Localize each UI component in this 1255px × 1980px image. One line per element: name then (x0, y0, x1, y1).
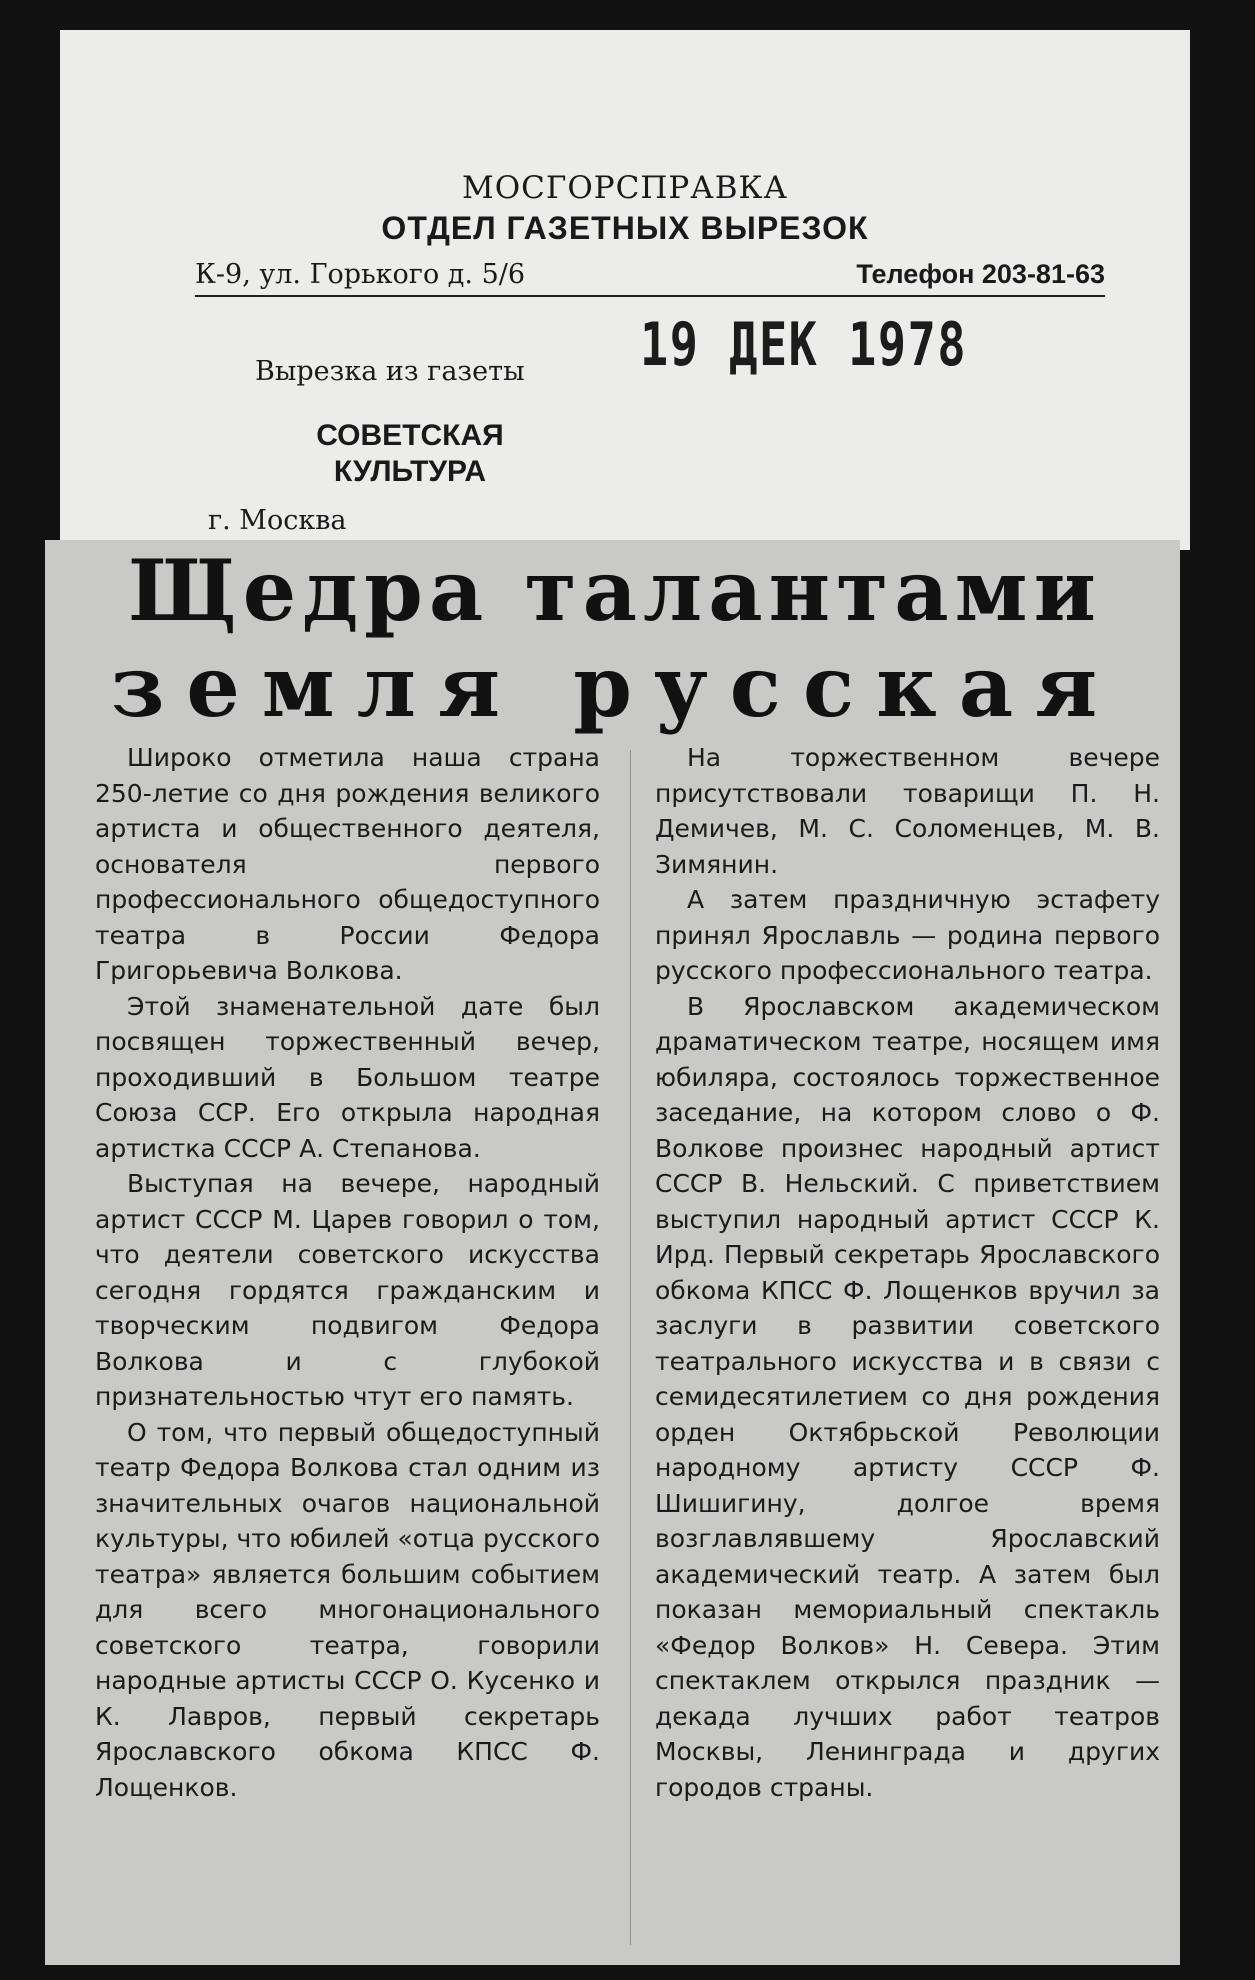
newspaper-name-line2: КУЛЬТУРА (333, 455, 487, 488)
date-stamp: 19 ДЕК 1978 (640, 310, 968, 380)
newspaper-name-line1: СОВЕТСКАЯ (316, 419, 504, 452)
address-line (195, 255, 1105, 297)
article-title-line1: Щедра талантами (128, 541, 1102, 640)
column-divider (630, 750, 631, 1945)
paragraph: Выступая на вечере, народный артист СССР М. Царев говорил о том, что деятели советского искусства сегодня гордятся гражданским и творческим подвигом Федора Волкова и с глубокой признательностью чтут его память. (95, 1169, 600, 1411)
article-title (60, 541, 1170, 737)
phone-number: Телефон 203-81-63 (856, 259, 1105, 289)
paragraph: А затем праздничную эстафету принял Ярославль — родина первого русского профессионального театра. (655, 885, 1160, 985)
paragraph: О том, что первый общедоступный театр Федора Волкова стал одним из значительных очагов национальной культуры, что юбилей «отца русского театра» является большим событием для всего многонационального советского театра, говорили народные артисты СССР О. Кусенко и К. Лавров, первый секретарь Ярославского обкома КПСС Ф. Лощенков. (95, 1417, 600, 1802)
city: г. Москва (208, 505, 347, 536)
article-column-right (655, 740, 1160, 1805)
paragraph: Широко отметила наша страна 250-летие со дня рождения великого артиста и общественного деятеля, основателя первого профессионального общедоступного театра в России Федора Григорьевича Волкова. (95, 743, 600, 985)
newspaper-clipping (45, 540, 1180, 1965)
clip-label: Вырезка из газеты (255, 356, 525, 387)
article-column-left (95, 740, 600, 1805)
clipping-service-slip (60, 30, 1190, 550)
address: К-9, ул. Горького д. 5/6 (195, 259, 526, 290)
article-title-line2: земля русская (110, 637, 1120, 736)
department-name: ОТДЕЛ ГАЗЕТНЫХ ВЫРЕЗОК (381, 210, 869, 246)
paragraph: Этой знаменательной дате был посвящен торжественный вечер, проходивший в Большом театре Союза ССР. Его открыла народная артистка СССР А. Степанова. (95, 991, 600, 1163)
agency-name: МОСГОРСПРАВКА (461, 170, 788, 206)
newspaper-name (280, 418, 540, 490)
paragraph: На торжественном вечере присутствовали товарищи П. Н. Демичев, М. С. Соломенцев, М. В. Зимянин. (655, 743, 1160, 879)
paragraph: В Ярославском академическом драматическом театре, носящем имя юбиляра, состоялось торжественное заседание, на котором слово о Ф. Волкове произнес народный артист СССР В. Нельский. С приветствием выступил народный артист СССР К. Ирд. Первый секретарь Ярославского обкома КПСС Ф. Лощенков вручил за заслуги в развитии советского театрального искусства и в связи с семидесятилетием со дня рождения орден Октябрьской Революции народному артисту СССР Ф. Шишигину, долгое время возглавлявшему Ярославский академический театр. А затем был показан мемориальный спектакль «Федор Волков» Н. Севера. Этим спектаклем открылся праздник — декада лучших работ театров Москвы, Ленинграда и других городов страны. (655, 991, 1160, 1802)
